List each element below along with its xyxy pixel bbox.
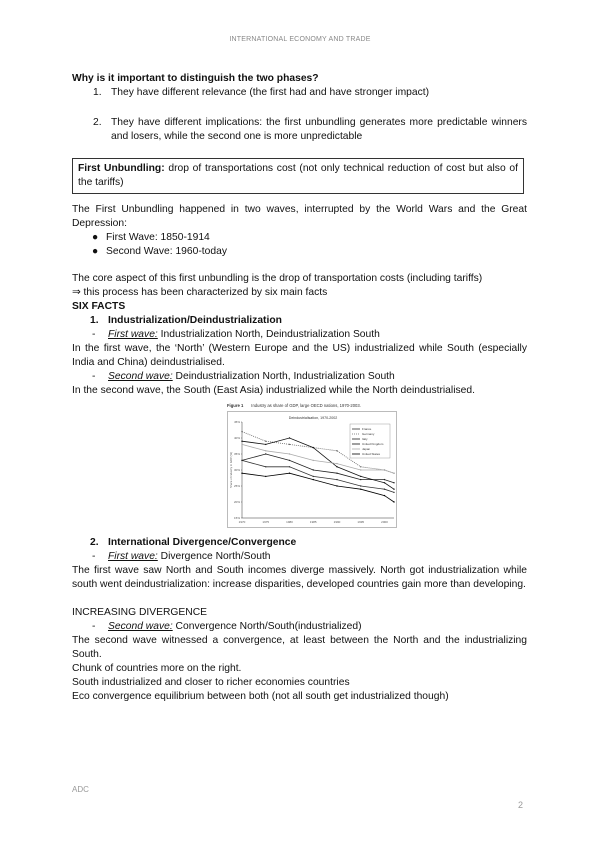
fact-number: 2. <box>90 537 99 548</box>
svg-text:1970: 1970 <box>238 520 246 524</box>
bullet-item <box>72 245 527 259</box>
fact1-first-wave <box>72 328 527 342</box>
figure-caption: Figure 1 Industry as share of GDP, large OECD nations, 1970-2003. <box>227 403 361 408</box>
fact2-second-wave <box>72 620 527 634</box>
note-line-1: Chunk of countries more on the right. <box>72 663 242 674</box>
svg-text:2000: 2000 <box>381 520 388 524</box>
svg-text:United States: United States <box>362 452 381 456</box>
first-wave-label: First wave: <box>108 329 158 340</box>
fact2-first-wave-para: The first wave saw North and South incomes diverge massively. North got industrialization while south went deindustrialization: increase disparities, developed countries gain more than developing. <box>72 565 527 590</box>
line-chart <box>227 411 397 528</box>
svg-text:Italy: Italy <box>362 437 368 441</box>
svg-text:25%: 25% <box>233 484 240 488</box>
fact-title: International Divergence/Convergence <box>108 537 297 548</box>
second-wave-text: Deindustrialization North, Industrialization South <box>172 371 395 382</box>
note-line-2: South industrialized and closer to richer economies countries <box>72 677 350 688</box>
divergence-note: INCREASING DIVERGENCE <box>72 607 208 618</box>
first-wave-label: First wave: <box>108 551 158 562</box>
figure <box>227 403 397 528</box>
list-text: They have different implications: the first unbundling generates more predictable winners and losers, while the second one is more unpredictable <box>111 117 527 142</box>
svg-text:15%: 15% <box>233 516 240 520</box>
list-text: They have different relevance (the first had and have stronger impact) <box>111 87 430 98</box>
list-number: 2. <box>93 117 102 128</box>
fact1-second-wave-para: In the second wave, the South (East Asia) industrialized while the North deindustrialised. <box>72 385 475 396</box>
dash-icon: - <box>92 551 96 562</box>
fact2-first-wave <box>72 550 527 564</box>
svg-text:20%: 20% <box>233 500 240 504</box>
svg-text:Japan: Japan <box>362 447 371 451</box>
fact-number: 1. <box>90 315 99 326</box>
second-wave-text: Convergence North/South(industrialized) <box>172 621 362 632</box>
six-facts-heading: SIX FACTS <box>72 301 126 312</box>
list-item <box>72 86 527 100</box>
footer-author: ADC <box>72 785 89 794</box>
bullet-text: Second Wave: 1960-today <box>106 246 227 257</box>
fact2-second-wave-para: The second wave witnessed a convergence, at least between the North and the industrializing South. <box>72 635 527 660</box>
bullet-icon: ● <box>92 246 99 257</box>
bullet-icon: ● <box>92 232 99 243</box>
waves-intro: The First Unbundling happened in two waves, interrupted by the World Wars and the Great Depression: <box>72 204 527 229</box>
second-wave-label: Second wave: <box>108 371 173 382</box>
note-line-3: Eco convergence equilibrium between both (not all south get industrialized though) <box>72 691 449 702</box>
chart-svg <box>228 412 398 529</box>
svg-text:Germany: Germany <box>362 432 375 436</box>
box-label: First Unbundling: <box>78 163 165 174</box>
svg-text:30%: 30% <box>233 468 240 472</box>
svg-text:40%: 40% <box>233 436 240 440</box>
dash-icon: - <box>92 329 96 340</box>
core-line-1: The core aspect of this first unbundling is the drop of transportation costs (including tariffs) <box>72 273 483 284</box>
fact2-heading <box>72 536 527 550</box>
definition-box <box>72 158 524 194</box>
dash-icon: - <box>92 371 96 382</box>
svg-text:1980: 1980 <box>286 520 293 524</box>
running-header: INTERNATIONAL ECONOMY AND TRADE <box>229 36 371 43</box>
chart-title: Deindustrialisation, 1970-2002 <box>288 416 338 420</box>
first-wave-text: Divergence North/South <box>157 551 271 562</box>
fact1-second-wave <box>72 370 527 384</box>
svg-text:1975: 1975 <box>262 520 270 524</box>
svg-text:1985: 1985 <box>309 520 317 524</box>
svg-text:France: France <box>362 427 372 431</box>
dash-icon: - <box>92 621 96 632</box>
fact1-heading <box>72 314 527 328</box>
svg-text:United Kingdom: United Kingdom <box>362 442 384 446</box>
fact-title: Industrialization/Deindustrialization <box>108 315 282 326</box>
second-wave-label: Second wave: <box>108 621 173 632</box>
page-number: 2 <box>518 800 524 810</box>
svg-text:Share of industry in GDP (%): Share of industry in GDP (%) <box>229 451 233 489</box>
list-number: 1. <box>93 87 102 98</box>
figure-label: Figure 1 <box>227 403 244 408</box>
svg-text:1990: 1990 <box>333 520 341 524</box>
core-line-2: ⇒ this process has been characterized by six main facts <box>72 287 328 298</box>
box-text: drop of transportations cost (not only technical reduction of cost but also of the tariffs) <box>78 163 518 188</box>
first-wave-text: Industrialization North, Deindustrialization South <box>157 329 380 340</box>
svg-text:45%: 45% <box>233 420 240 424</box>
fact1-first-wave-para: In the first wave, the ‘North’ (Western Europe and the US) industrialized while South (especially India and China) deindustrialised. <box>72 343 527 368</box>
bullet-text: First Wave: 1850-1914 <box>106 232 210 243</box>
list-item <box>72 116 527 143</box>
svg-text:35%: 35% <box>233 452 240 456</box>
svg-text:1995: 1995 <box>357 520 365 524</box>
chart-legend <box>350 424 390 458</box>
question-heading: Why is it important to distinguish the two phases? <box>72 73 319 84</box>
bullet-item <box>72 231 527 245</box>
